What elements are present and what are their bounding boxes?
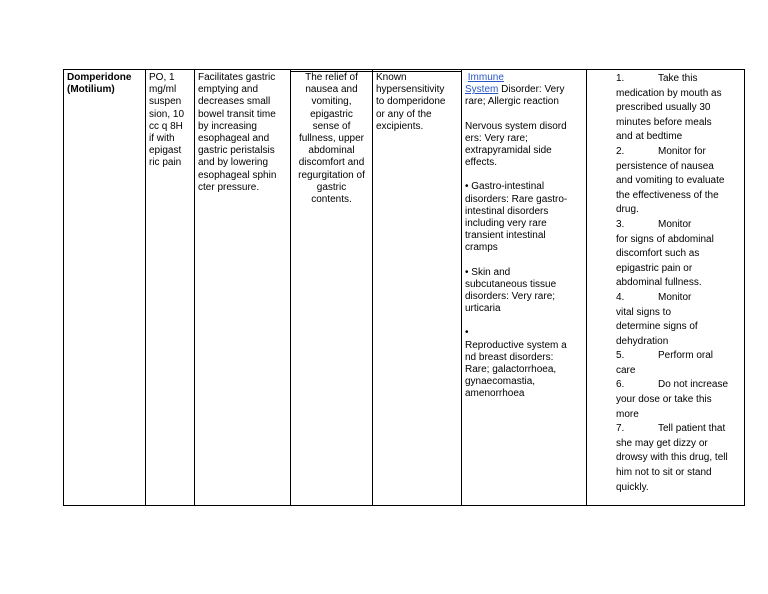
cell-line: sion, 10: [149, 108, 185, 120]
cell-line: regurgitation of: [298, 169, 365, 181]
cell-line: intestinal disorders: [465, 205, 549, 217]
cell-line: Reproductive system a: [465, 339, 567, 351]
nursing-step-line: [616, 262, 743, 277]
nursing-step-line: [616, 116, 743, 131]
nursing-step-line: [616, 247, 743, 262]
cell-line: transient intestinal: [465, 230, 546, 242]
nursing-step-text: the effectiveness of the: [616, 189, 719, 201]
cell-line: Nervous system disord: [465, 120, 567, 132]
nursing-step-line: [616, 130, 743, 145]
cell-line: including very rare: [465, 218, 547, 230]
nursing-step-number: 3.: [616, 218, 625, 230]
cell-line: cramps: [465, 242, 498, 254]
drug-name-cell: [64, 70, 146, 505]
cell-line: bowel transit time: [198, 108, 276, 120]
immune-line-3: rare; Allergic reaction: [465, 96, 559, 108]
nursing-step-text: minutes before meals: [616, 116, 712, 128]
cell-line: gynaecomastia,: [465, 376, 536, 388]
cell-line: • Gastro-intestinal: [465, 181, 545, 193]
nursing-step-line: [616, 160, 743, 175]
immune-line-2: System Disorder: Very: [465, 84, 565, 96]
nursing-step-line: [616, 451, 743, 466]
immune-line-1: [465, 72, 583, 84]
nursing-step-text: Monitor for: [658, 145, 706, 157]
cell-line: or any of the: [376, 108, 432, 120]
nursing-step-line: [616, 408, 743, 423]
nursing-step-text: Monitor: [658, 291, 692, 303]
nursing-step-text: she may get dizzy or: [616, 437, 708, 449]
cell-line: PO, 1: [149, 72, 175, 83]
nursing-step-number: 5.: [616, 350, 625, 362]
nursing-step-text: medication by mouth as: [616, 87, 722, 99]
cell-line: Facilitates gastric: [198, 72, 276, 83]
nursing-step-line: [616, 233, 743, 248]
cell-line: cter pressure.: [198, 181, 260, 193]
nursing-step-line: [616, 203, 743, 218]
cell-line: esophageal sphin: [198, 169, 277, 181]
cell-line: hypersensitivity: [376, 84, 445, 96]
nursing-step-text: discomfort such as: [616, 248, 700, 260]
cell-line: by increasing: [198, 120, 257, 132]
cell-line: epigast: [149, 145, 182, 157]
nursing-step-text: determine signs of: [616, 321, 698, 333]
nursing-step-text: Tell patient that: [658, 423, 726, 435]
cell-line: cc q 8H: [149, 120, 183, 132]
cell-line: epigastric: [310, 108, 353, 120]
nursing-step-line: [616, 145, 743, 160]
cell-line: gastric peristalsis: [198, 145, 275, 157]
nursing-step-line: [616, 276, 743, 291]
cell-line: if with: [149, 133, 175, 145]
nursing-step-line: [616, 174, 743, 189]
cell-line: sense of: [312, 120, 351, 132]
cell-line: disorders: Rare gastro-: [465, 193, 568, 205]
nursing-step-line: [616, 466, 743, 481]
nursing-step-text: quickly.: [616, 481, 649, 493]
cell-line: fullness, upper: [298, 133, 365, 145]
cell-line: excipients.: [376, 120, 424, 132]
cell-line: amenorrhoea: [465, 388, 525, 400]
nursing-step-number: 2.: [616, 145, 625, 157]
skin-block: [465, 267, 583, 316]
cell-line: subcutaneous tissue: [465, 278, 557, 290]
nursing-step-text: more: [616, 408, 639, 420]
mechanism-cell: [195, 70, 291, 505]
nursing-step-text: him not to sit or stand: [616, 467, 712, 479]
cell-line: decreases small: [198, 96, 271, 108]
cell-line: nd breast disorders:: [465, 351, 554, 363]
cell-line: ric pain: [149, 157, 182, 169]
cell-line: •: [465, 327, 469, 339]
cell-line: esophageal and: [198, 133, 270, 145]
nursing-step-text: Perform oral: [658, 350, 714, 362]
nursing-step-line: [616, 335, 743, 350]
nursing-step-text: and at bedtime: [616, 131, 683, 143]
cell-line: Known: [376, 72, 407, 83]
nursing-step-line: [616, 437, 743, 452]
nursing-step-line: [616, 101, 743, 116]
cell-line: disorders: Very rare;: [465, 291, 556, 303]
nursing-step-line: [616, 422, 743, 437]
cell-line: vomiting,: [311, 96, 352, 108]
nursing-step-text: and vomiting to evaluate: [616, 175, 725, 187]
immune-system-link-2[interactable]: System: [465, 84, 499, 96]
gastro-block: [465, 181, 583, 254]
nursing-step-text: persistence of nausea: [616, 160, 714, 172]
cell-line: and by lowering: [198, 157, 269, 169]
cell-line: The relief of: [305, 72, 358, 83]
immune-system-link[interactable]: Immune: [467, 72, 504, 83]
nursing-step-number: 7.: [616, 423, 625, 435]
cell-line: (Motilium): [67, 84, 115, 96]
nursing-step-line: [616, 364, 743, 379]
cell-line: effects.: [465, 157, 498, 169]
nursing-step-line: [616, 320, 743, 335]
contraindication-cell: [373, 70, 462, 505]
nervous-block: [465, 121, 583, 170]
nursing-step-text: abdominal fullness.: [616, 277, 702, 289]
nursing-step-text: for signs of abdominal: [616, 233, 714, 245]
nursing-step-text: drowsy with this drug, tell: [616, 452, 728, 464]
cell-line: ers: Very rare;: [465, 132, 528, 144]
nursing-step-number: 1.: [616, 73, 625, 84]
side-effects-cell: [462, 70, 587, 505]
nursing-step-line: [616, 393, 743, 408]
cell-line: urticaria: [465, 303, 501, 315]
nursing-step-text: your dose or take this: [616, 394, 712, 406]
cell-line: gastric: [316, 181, 347, 193]
nursing-step-line: [616, 378, 743, 393]
nursing-step-text: drug.: [616, 204, 639, 216]
nursing-step-line: [616, 349, 743, 364]
drug-study-table: [63, 69, 745, 506]
nursing-step-line: [616, 72, 743, 87]
nursing-step-line: [616, 481, 743, 496]
nursing-step-line: [616, 291, 743, 306]
nursing-cell: [587, 70, 746, 505]
dosage-cell: [146, 70, 195, 505]
cell-line: extrapyramidal side: [465, 145, 552, 157]
nursing-step-line: [616, 189, 743, 204]
cell-line: suspen: [149, 96, 182, 108]
nursing-step-text: Do not increase: [658, 379, 729, 391]
nursing-step-text: prescribed usually 30: [616, 102, 711, 114]
nursing-step-number: 6.: [616, 379, 625, 391]
nursing-step-text: dehydration: [616, 335, 669, 347]
cell-line: contents.: [311, 194, 352, 206]
nursing-step-text: care: [616, 364, 636, 376]
nursing-step-line: [616, 218, 743, 233]
cell-line: discomfort and: [298, 157, 365, 169]
nursing-step-text: epigastric pain or: [616, 262, 693, 274]
nursing-step-line: [616, 306, 743, 321]
cell-line: • Skin and: [465, 266, 511, 278]
cell-line: abdominal: [308, 145, 355, 157]
nursing-step-number: 4.: [616, 291, 625, 303]
cell-line: nausea and: [305, 84, 358, 96]
cell-line: Rare; galactorrhoea,: [465, 364, 557, 376]
nursing-step-line: [616, 87, 743, 102]
cell-line: emptying and: [198, 84, 259, 96]
cell-line: mg/ml: [149, 84, 177, 96]
nursing-step-text: vital signs to: [616, 306, 672, 318]
cell-line: Domperidone: [67, 72, 132, 83]
nursing-step-text: Take this: [658, 73, 698, 84]
indication-cell: [291, 70, 373, 505]
nursing-step-text: Monitor: [658, 218, 692, 230]
reproductive-block: [465, 327, 583, 400]
cell-line: to domperidone: [376, 96, 446, 108]
